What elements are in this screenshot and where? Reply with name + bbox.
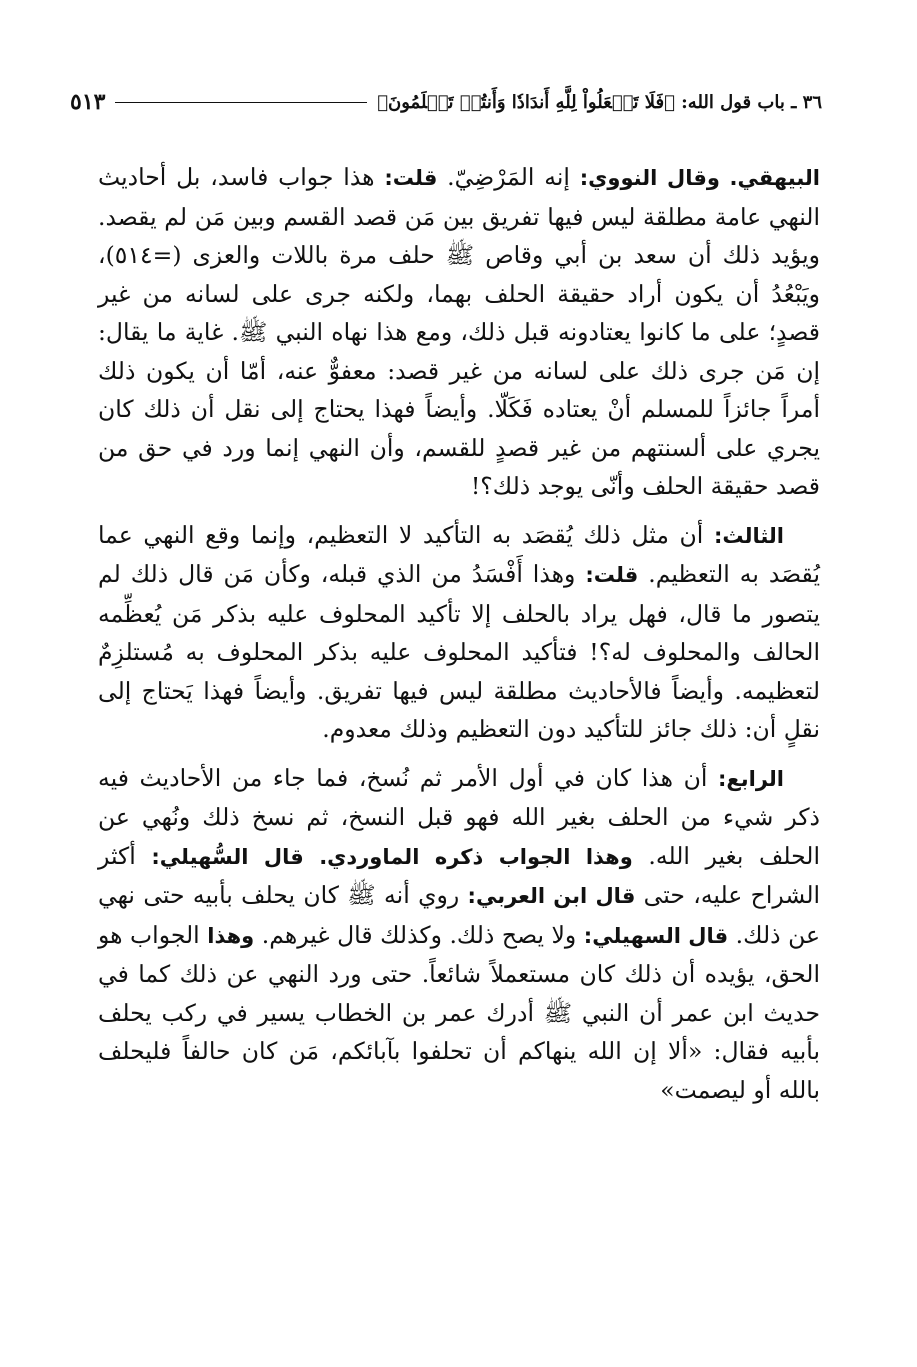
chapter-title: ٣٦ ـ باب قول الله: ﴿فَلَا تَجۡعَلُواْ لِلَّهِ أَندَادٗا وَأَنتُمۡ تَعۡلَمُونَ﴾ [377, 91, 822, 113]
paragraph-1 [98, 158, 820, 506]
paragraph-2 [98, 516, 820, 749]
text-run: أكثر الشراح عليه، حتى [98, 841, 821, 909]
bold-term: البيهقي. وقال النووي: [579, 166, 820, 190]
text-run: ولا يصح ذلك. وكذلك قال غيرهم. [254, 920, 584, 949]
page-body [98, 158, 820, 1109]
bold-term: الرابع: [718, 766, 784, 791]
page-header [70, 82, 822, 122]
bold-term: وهذا الجواب ذكره الماوردي. قال السُّهيلي: [151, 844, 633, 869]
bold-term: قلت: [384, 166, 438, 190]
header-rule [115, 102, 367, 103]
bold-term: قال ابن العربي: [467, 884, 636, 908]
text-run: هذا جواب فاسد، بل أحاديث النهي عامة مطلقة ليس فيها تفريق بين مَن قصد القسم وبين مَن لم يقصد. ويؤيد ذلك أن سعد بن أبي وقاص ﷺ حلف مرة باللات والعزى (=٥١٤)، ويَبْعُدُ أن يكون أراد حقيقة الحلف بهما، ولكنه جرى على لسانه من غير قصدٍ؛ على ما كانوا يعتادونه قبل ذلك، ومع هذا نهاه النبي ﷺ. غاية ما يقال: إن مَن جرى ذلك على لسانه من غير قصد: معفوٌّ عنه، أمّا أن يكون ذلك أمراً جائزاً للمسلم أنْ يعتاده فَكَلّا. وأيضاً فهذا يحتاج إلى نقل أن ذلك كان يجري على ألسنتهم من غير قصدٍ للقسم، وأن النهي إنما ورد في حق من قصد حقيقة الحلف وأنّى يوجد ذلك؟! [98, 163, 820, 500]
paragraph-3 [98, 759, 820, 1110]
text-run: الجواب هو الحق، يؤيده أن ذلك كان مستعملاً شائعاً. حتى ورد النهي عن ذلك كما في حديث ابن عمر أن النبي ﷺ أدرك عمر بن الخطاب يسير في ركب يحلف بأبيه فقال: «ألا إن الله ينهاكم أن تحلفوا بآبائكم، مَن كان حالفاً فليحلف بالله أو ليصمت» [98, 920, 820, 1104]
bold-term: الثالث: [713, 523, 784, 548]
bold-term: قلت: [585, 563, 639, 587]
text-run: أن هذا كان في أول الأمر ثم نُسخ، فما جاء من الأحاديث فيه ذكر شيء من الحلف بغير الله فهو قبل النسخ، ثم نسخ ذلك ونُهي عن الحلف بغير الله. [98, 763, 820, 870]
text-run: روي أنه ﷺ كان يحلف بأبيه حتى نهي عن ذلك. [98, 881, 821, 949]
page-number: ٥١٣ [70, 89, 106, 115]
bold-term: قال السهيلي: [583, 923, 729, 948]
text-run: إنه المَرْضِيّ. [437, 163, 580, 191]
text-run: وهذا أَفْسَدُ من الذي قبله، وكأن مَن قال ذلك لم يتصور ما قال، فهل يراد بالحلف إلا تأكيد المحلوف عليه بذكر مَن يُعظِّمه الحالف والمحلوف له؟! فتأكيد المحلوف عليه بذكر المحلوف به مُستلزِمٌ لتعظيمه. وأيضاً فالأحاديث مطلقة ليس فيها تفريق. وأيضاً فهذا يَحتاج إلى نقلٍ أن: ذلك جائز للتأكيد دون التعظيم وذلك معدوم. [98, 560, 820, 743]
text-run: أن مثل ذلك يُقصَد به التأكيد لا التعظيم، وإنما وقع النهي عما يُقصَد به التعظيم. [98, 520, 820, 588]
bold-term: وهذا [207, 923, 255, 948]
